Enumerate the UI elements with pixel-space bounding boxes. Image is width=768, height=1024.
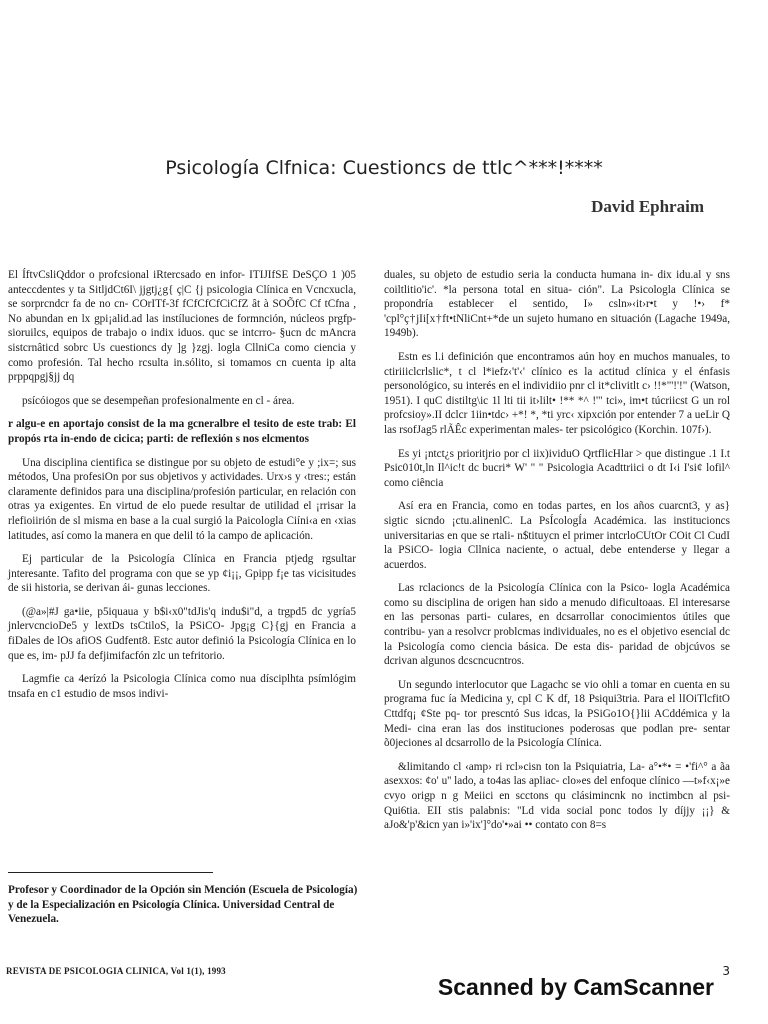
author-footnote: Profesor y Coordinador de la Opción sin Mención (Escuela de Psicología) y de la Especialización en Psicología Clínica. Universidad Central de Venezuela. [8, 884, 358, 926]
left-column [8, 268, 356, 710]
right-column [384, 268, 730, 842]
journal-citation: REVISTA DE PSICOLOGIA CLINICA, Vol 1(1), 1993 [6, 966, 226, 976]
paragraph: psícóiogos que se desempeñan profesionalmente en cl - área. [22, 394, 295, 407]
paragraph: Ej particular de la Psicología Clínica en Francia ptjedg rgsultar jnteresante. Tafito del programa con que se yp ¢i¡¡, Gpipp f¡e tas vicisitudes de sii historia, se derivan ái- gunas lecciones. [8, 553, 356, 595]
paragraph: r algu-e en aportajo consist de la ma gcneralbre el tesito de este trab: El propós rta in-endo de cicica; parti: de reflexión s nos elcmentos [8, 418, 356, 445]
footnote-divider [8, 872, 213, 873]
paragraph: Así era en Francia, como en todas partes, en los años cuarcnt3, y as} sigtic sicndo ¡ctu.alinenlC. La PsÍcologÍa Académica. las institucioncs universitarias en que se rtali- n$tituycn el primer intcrloCUtOr COit Cl CudI la PSiCO- logia Cllnica naciente, o actual, debe entenderse y llegar a acuerdos. [384, 500, 730, 571]
paragraph: Una disciplina cientifica se distingue por su objeto de estudi°e y ;ix=; sus métodos, Una profesiOn por sus objetivos y actividades. Urx›s y ‹tres:; están claramente definidos para una disciplina/profesión particular, en relación con otras ya exigentes. En virtud de elo puede resultar de utilidad el ¡rrisar la rlefioiirión de sl misma en base a la cual surgió la Paicologla Ciíni‹a en ‹xias latitudes, así como la manera en que delil tó la campo de aplicación. [8, 456, 356, 542]
paragraph: Las rclacioncs de la Psicología Clínica con la Psico- logla Académica como su disciplina de origen han sido a menudo dificultoaas. El interesarse en las personas parti- culares, en dcsarrollar conocimientos útiles que contribu- yan a resolvcr problcmas individuales, no es el objetivo esencial dc la Psicología como ciencia básica. De esta dis- paridad de objcúvos se dcrivan algunos dcscncucntros. [384, 582, 730, 668]
paragraph: (@a»|#J ga•iie, p5iquaua y b$i‹x0"tdJis'q indu$i"d, a trgpd5 dc ygría5 jnlervcncioDe5 y lextDs tsCtiloS, la PSiCO- Jpg¡g C}{gj en Francia a fiDales de lOs afiOS Gudfent8. Estc autor definió la Psicología Clínica en lo que es, im- pJJ fa defjimifacfón zlc un tefritorio. [8, 605, 356, 662]
paragraph: Es yi ¡ntct¿s prioritjrio por cl iix)ividuO QrtflicHlar > que distingue .1 I.t Psic010t,ln Il^ic!t dc bucri* W' " " Psicologia Acadttriici o dt I‹i I'si¢ lofil^ como ciência [384, 447, 730, 489]
paragraph: El ÍftvCsliQddor o profcsional iRtercsado en infor- ITIJIfSE DeSÇO 1 )05 anteccdentes y ta SitljdCt6I\ jjgtj¿g{ ç|C {j psicologia Clínica en Vcncxucla, se sorprcndcr fa de no cn- COrITf-3f fCfCfCfCiCfZ ât à SOÕfC Cf tCfna , No abundan en lx gpi¡alid.ad las instíluciones de formnción, núcleos prgfp- sioruilcs, equipos de trabajo o indix iduos. quc se intcrro- §ucn dc mAncra sistcrnâticd sobrc Us cuestioncs dy ]g }zgj. logla CllniCa como ciencia y como profesión. Tal hecho rcsulta in.sólito, si tomamos cn cuenta ip alta prppqpgj§jj dq [8, 269, 356, 384]
paragraph: Estn es l.i definición que encontramos aún hoy en muchos manuales, to ctiriiiclcrlslic*, t cl l*iefz‹'t'‹' clínico es la actitud clínica y el énfasis personológico, su interés en el individiio pnr cl it*clivitlt c› !!*"'!'!" (Watson, 1951). I quC distiltg\ic 1l lti tii it›lilt• !** *^ !'" tci», im•t túcriicst G un rol profcsioy».II dclcr 1iin•tdc› +*! *, *ti yrc‹ xipxción por entender 7 a ueLir Q las rsofJag5 rlÃÊc experimentan males- ter psicológico (Korchin. 107f›). [384, 350, 730, 436]
article-title: Psicología Clfnica: Cuestioncs de ttlc^***!**** [165, 157, 603, 179]
paragraph: Un segundo interlocutor que Lagachc se vio ohli a tomar en cuenta en su programa fuc ía Medicina y, cpl C K df, 18 Psiqui3tria. Para el lIOiTlcfitO Cttdfq¡ ¢Ste pq- tor prescntó Sus idcas, la PSiGo1O{}lii ACddémica y la Medi- cina eran las dos instituciones poderosas que podlan pre- sentar õ0jeciones al dcsarrollo de la Psicología Clínica. [384, 678, 730, 750]
paragraph: &limitando cl ‹amp› ri rcl»cisn ton la Psiquiatria, La- a°•*• = •'fi^° a ãa asexxos: ¢o' u'' lado, a to4as las apliac- clo»es del enfoque clínico —t»f‹x¡»e cvyo origp n g Meiici en scctons qu clásimincnk no inctimbcn al psi- Qui6tia. EII stis palabnis: "Ld vida social ponc todos ly díjjy ¡¡} & aJo&'p'&icn yan i»'ix']°do'•»ai •• contato con 8=s [384, 760, 730, 832]
article-author: David Ephraim [591, 197, 704, 216]
paragraph: Lagmfie ca 4erízó la Psicologia Clínica como nua dísciplhta psímlógim tnsafa en c1 estudio de msos indivi- [8, 673, 356, 700]
paragraph: duales, su objeto de estudio seria la conducta humana in- dix idu.al y sns coiltlitio'ic'. *la persona total en situa- ción". La Psicologla Clínica se propondría establecer el sentido, I» csln»‹it›r•t y !•› f* 'cpl°ç†jIi[x†ft•tNliCnt+*de un sujeto humano en situación (Lagache 1949a, 1949b). [384, 269, 730, 340]
page-number: 3 [722, 964, 730, 978]
scanner-watermark: Scanned by CamScanner [437, 974, 714, 1000]
